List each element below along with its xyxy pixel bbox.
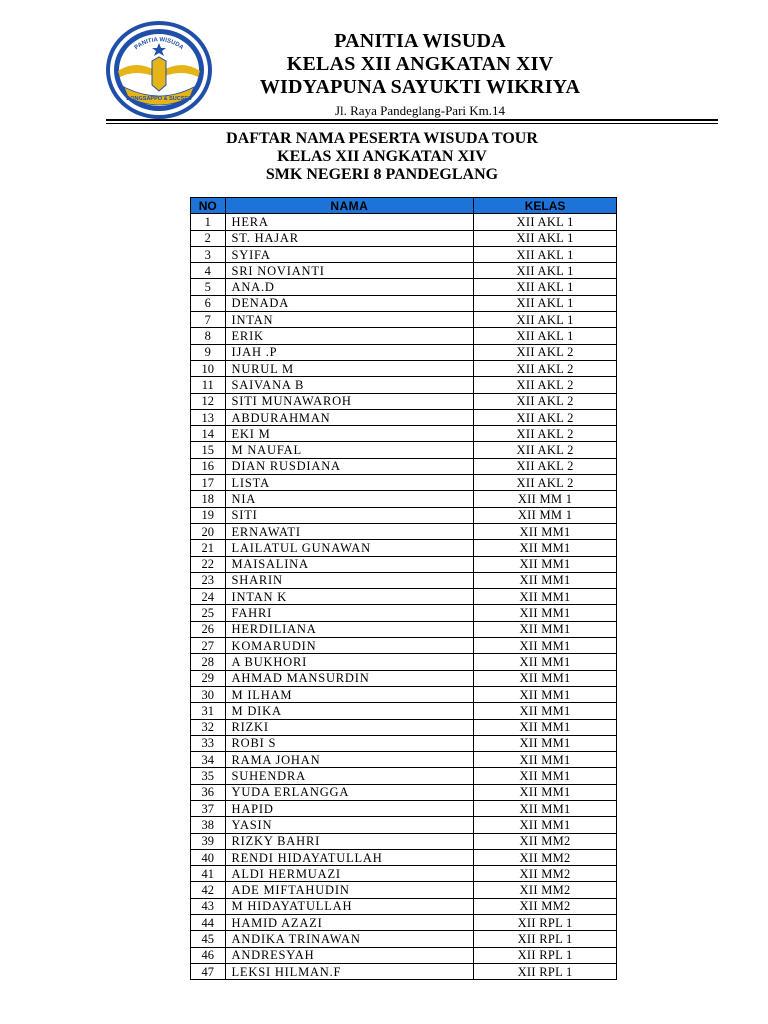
table-body xyxy=(191,214,617,980)
row-kelas: XII AKL 1 xyxy=(474,279,617,295)
row-nama: RIZKI xyxy=(225,719,474,735)
row-nama: FAHRI xyxy=(225,605,474,621)
row-nama: HERA xyxy=(225,214,474,230)
row-kelas: XII AKL 1 xyxy=(474,328,617,344)
row-kelas: XII MM1 xyxy=(474,817,617,833)
row-kelas: XII AKL 2 xyxy=(474,458,617,474)
title-line2: KELAS XII ANGKATAN XIV xyxy=(277,148,487,165)
row-no: 40 xyxy=(191,849,226,865)
table-row xyxy=(191,214,617,230)
row-nama: ANDRESYAH xyxy=(225,947,474,963)
row-no: 44 xyxy=(191,915,226,931)
row-no: 24 xyxy=(191,589,226,605)
table-row xyxy=(191,409,617,425)
row-kelas: XII MM1 xyxy=(474,719,617,735)
table-row xyxy=(191,866,617,882)
row-kelas: XII MM1 xyxy=(474,605,617,621)
row-no: 17 xyxy=(191,475,226,491)
row-no: 11 xyxy=(191,377,226,393)
table-row xyxy=(191,915,617,931)
table-row xyxy=(191,768,617,784)
row-kelas: XII MM1 xyxy=(474,621,617,637)
row-kelas: XII RPL 1 xyxy=(474,931,617,947)
table-row xyxy=(191,263,617,279)
letterhead-line1: PANITIA WISUDA xyxy=(334,30,506,52)
row-nama: SITI MUNAWAROH xyxy=(225,393,474,409)
row-no: 9 xyxy=(191,344,226,360)
table-row xyxy=(191,963,617,979)
table-row xyxy=(191,279,617,295)
row-no: 2 xyxy=(191,230,226,246)
row-no: 20 xyxy=(191,523,226,539)
row-kelas: XII MM1 xyxy=(474,768,617,784)
row-no: 21 xyxy=(191,540,226,556)
row-kelas: XII MM2 xyxy=(474,866,617,882)
table-row xyxy=(191,670,617,686)
row-no: 47 xyxy=(191,963,226,979)
row-kelas: XII MM1 xyxy=(474,800,617,816)
row-no: 27 xyxy=(191,638,226,654)
row-nama: KOMARUDIN xyxy=(225,638,474,654)
row-kelas: XII MM1 xyxy=(474,654,617,670)
row-nama: ADE MIFTAHUDIN xyxy=(225,882,474,898)
table-row xyxy=(191,621,617,637)
row-kelas: XII MM1 xyxy=(474,752,617,768)
logo-ribbon-text: DONGSAPPO & SUCSES xyxy=(126,96,192,102)
row-no: 37 xyxy=(191,800,226,816)
row-kelas: XII MM1 xyxy=(474,735,617,751)
row-kelas: XII AKL 1 xyxy=(474,295,617,311)
row-no: 42 xyxy=(191,882,226,898)
row-kelas: XII AKL 1 xyxy=(474,312,617,328)
row-kelas: XII MM1 xyxy=(474,686,617,702)
table-row xyxy=(191,931,617,947)
row-nama: IJAH .P xyxy=(225,344,474,360)
row-kelas: XII MM2 xyxy=(474,882,617,898)
row-no: 46 xyxy=(191,947,226,963)
table-row xyxy=(191,882,617,898)
row-no: 15 xyxy=(191,442,226,458)
table-row xyxy=(191,295,617,311)
table-row xyxy=(191,898,617,914)
row-no: 34 xyxy=(191,752,226,768)
row-nama: ABDURAHMAN xyxy=(225,409,474,425)
row-nama: LISTA xyxy=(225,475,474,491)
row-kelas: XII AKL 1 xyxy=(474,230,617,246)
row-nama: SITI xyxy=(225,507,474,523)
row-kelas: XII AKL 2 xyxy=(474,393,617,409)
table-row xyxy=(191,377,617,393)
table-row xyxy=(191,328,617,344)
table-row xyxy=(191,442,617,458)
table-row xyxy=(191,312,617,328)
row-nama: SRI NOVIANTI xyxy=(225,263,474,279)
row-nama: LAILATUL GUNAWAN xyxy=(225,540,474,556)
row-nama: M NAUFAL xyxy=(225,442,474,458)
table-row xyxy=(191,654,617,670)
header-kelas: KELAS xyxy=(474,198,617,214)
table-row xyxy=(191,703,617,719)
row-nama: HERDILIANA xyxy=(225,621,474,637)
row-nama: YUDA ERLANGGA xyxy=(225,784,474,800)
row-kelas: XII AKL 1 xyxy=(474,246,617,262)
row-no: 10 xyxy=(191,360,226,376)
row-no: 31 xyxy=(191,703,226,719)
table-header-row xyxy=(191,198,617,214)
table-row xyxy=(191,817,617,833)
table-row xyxy=(191,735,617,751)
row-nama: M ILHAM xyxy=(225,686,474,702)
row-no: 32 xyxy=(191,719,226,735)
row-nama: DENADA xyxy=(225,295,474,311)
row-nama: ANDIKA TRINAWAN xyxy=(225,931,474,947)
table-row xyxy=(191,426,617,442)
table-row xyxy=(191,849,617,865)
table-row xyxy=(191,475,617,491)
row-nama: YASIN xyxy=(225,817,474,833)
row-no: 12 xyxy=(191,393,226,409)
header-no: NO xyxy=(191,198,226,214)
row-nama: ERIK xyxy=(225,328,474,344)
row-kelas: XII MM1 xyxy=(474,540,617,556)
row-nama: NIA xyxy=(225,491,474,507)
committee-logo xyxy=(106,21,212,119)
table-row xyxy=(191,360,617,376)
row-nama: ERNAWATI xyxy=(225,523,474,539)
row-nama: ST. HAJAR xyxy=(225,230,474,246)
table-row xyxy=(191,833,617,849)
letterhead xyxy=(220,30,620,120)
table-row xyxy=(191,556,617,572)
row-no: 45 xyxy=(191,931,226,947)
row-kelas: XII AKL 2 xyxy=(474,377,617,393)
row-kelas: XII MM1 xyxy=(474,572,617,588)
row-no: 38 xyxy=(191,817,226,833)
row-nama: DIAN RUSDIANA xyxy=(225,458,474,474)
table-row xyxy=(191,638,617,654)
row-nama: SUHENDRA xyxy=(225,768,474,784)
row-kelas: XII AKL 2 xyxy=(474,344,617,360)
table-row xyxy=(191,246,617,262)
row-nama: HAPID xyxy=(225,800,474,816)
row-kelas: XII MM1 xyxy=(474,589,617,605)
row-nama: HAMID AZAZI xyxy=(225,915,474,931)
table-row xyxy=(191,719,617,735)
table-row xyxy=(191,540,617,556)
row-kelas: XII MM1 xyxy=(474,670,617,686)
table-row xyxy=(191,605,617,621)
row-kelas: XII MM1 xyxy=(474,523,617,539)
row-no: 19 xyxy=(191,507,226,523)
row-kelas: XII RPL 1 xyxy=(474,947,617,963)
table-row xyxy=(191,523,617,539)
row-kelas: XII MM1 xyxy=(474,784,617,800)
row-no: 13 xyxy=(191,409,226,425)
row-nama: ALDI HERMUAZI xyxy=(225,866,474,882)
row-kelas: XII MM 1 xyxy=(474,491,617,507)
table-row xyxy=(191,458,617,474)
row-no: 25 xyxy=(191,605,226,621)
row-nama: RENDI HIDAYATULLAH xyxy=(225,849,474,865)
table-row xyxy=(191,947,617,963)
row-no: 23 xyxy=(191,572,226,588)
table-row xyxy=(191,589,617,605)
table-row xyxy=(191,230,617,246)
row-kelas: XII AKL 1 xyxy=(474,214,617,230)
row-no: 28 xyxy=(191,654,226,670)
row-kelas: XII MM2 xyxy=(474,833,617,849)
letterhead-line3: WIDYAPUNA SAYUKTI WIKRIYA xyxy=(259,76,581,98)
row-kelas: XII AKL 2 xyxy=(474,442,617,458)
row-kelas: XII AKL 1 xyxy=(474,263,617,279)
row-no: 29 xyxy=(191,670,226,686)
table-row xyxy=(191,784,617,800)
row-kelas: XII MM2 xyxy=(474,849,617,865)
row-kelas: XII AKL 2 xyxy=(474,360,617,376)
table-row xyxy=(191,507,617,523)
row-no: 35 xyxy=(191,768,226,784)
row-nama: SAIVANA B xyxy=(225,377,474,393)
row-nama: ANA.D xyxy=(225,279,474,295)
letterhead-line2: KELAS XII ANGKATAN XIV xyxy=(286,53,554,75)
row-no: 7 xyxy=(191,312,226,328)
row-no: 18 xyxy=(191,491,226,507)
title-line1: DAFTAR NAMA PESERTA WISUDA TOUR xyxy=(226,130,538,147)
row-no: 43 xyxy=(191,898,226,914)
row-nama: EKI M xyxy=(225,426,474,442)
row-kelas: XII MM 1 xyxy=(474,507,617,523)
row-no: 8 xyxy=(191,328,226,344)
row-nama: AHMAD MANSURDIN xyxy=(225,670,474,686)
row-nama: MAISALINA xyxy=(225,556,474,572)
row-no: 33 xyxy=(191,735,226,751)
row-nama: M DIKA xyxy=(225,703,474,719)
row-no: 16 xyxy=(191,458,226,474)
document-title xyxy=(190,130,574,184)
row-nama: M HIDAYATULLAH xyxy=(225,898,474,914)
table-row xyxy=(191,572,617,588)
row-kelas: XII RPL 1 xyxy=(474,963,617,979)
row-no: 14 xyxy=(191,426,226,442)
row-nama: LEKSI HILMAN.F xyxy=(225,963,474,979)
row-kelas: XII MM2 xyxy=(474,898,617,914)
table-row xyxy=(191,686,617,702)
row-nama: RIZKY BAHRI xyxy=(225,833,474,849)
row-kelas: XII AKL 2 xyxy=(474,426,617,442)
letterhead-address: Jl. Raya Pandeglang-Pari Km.14 xyxy=(334,103,506,118)
row-kelas: XII MM1 xyxy=(474,638,617,654)
letterhead-rule-thick xyxy=(106,119,718,121)
row-no: 1 xyxy=(191,214,226,230)
row-nama: INTAN K xyxy=(225,589,474,605)
row-nama: NURUL M xyxy=(225,360,474,376)
row-nama: A BUKHORI xyxy=(225,654,474,670)
row-no: 36 xyxy=(191,784,226,800)
table-row xyxy=(191,800,617,816)
table-row xyxy=(191,344,617,360)
row-no: 39 xyxy=(191,833,226,849)
row-nama: SYIFA xyxy=(225,246,474,262)
row-no: 5 xyxy=(191,279,226,295)
table-row xyxy=(191,752,617,768)
row-kelas: XII AKL 2 xyxy=(474,475,617,491)
row-no: 4 xyxy=(191,263,226,279)
row-nama: RAMA JOHAN xyxy=(225,752,474,768)
letterhead-rule-thin xyxy=(106,123,718,124)
row-no: 22 xyxy=(191,556,226,572)
title-line3: SMK NEGERI 8 PANDEGLANG xyxy=(265,166,499,183)
row-kelas: XII RPL 1 xyxy=(474,915,617,931)
row-no: 30 xyxy=(191,686,226,702)
row-nama: ROBI S xyxy=(225,735,474,751)
row-nama: INTAN xyxy=(225,312,474,328)
header-nama: NAMA xyxy=(225,198,474,214)
row-no: 3 xyxy=(191,246,226,262)
row-kelas: XII MM1 xyxy=(474,556,617,572)
row-no: 26 xyxy=(191,621,226,637)
row-kelas: XII AKL 2 xyxy=(474,409,617,425)
table-row xyxy=(191,491,617,507)
table-row xyxy=(191,393,617,409)
row-nama: SHARIN xyxy=(225,572,474,588)
participant-table xyxy=(190,197,617,980)
row-no: 41 xyxy=(191,866,226,882)
row-kelas: XII MM1 xyxy=(474,703,617,719)
logo-top-text: PANITIA WISUDA xyxy=(133,37,185,52)
row-no: 6 xyxy=(191,295,226,311)
